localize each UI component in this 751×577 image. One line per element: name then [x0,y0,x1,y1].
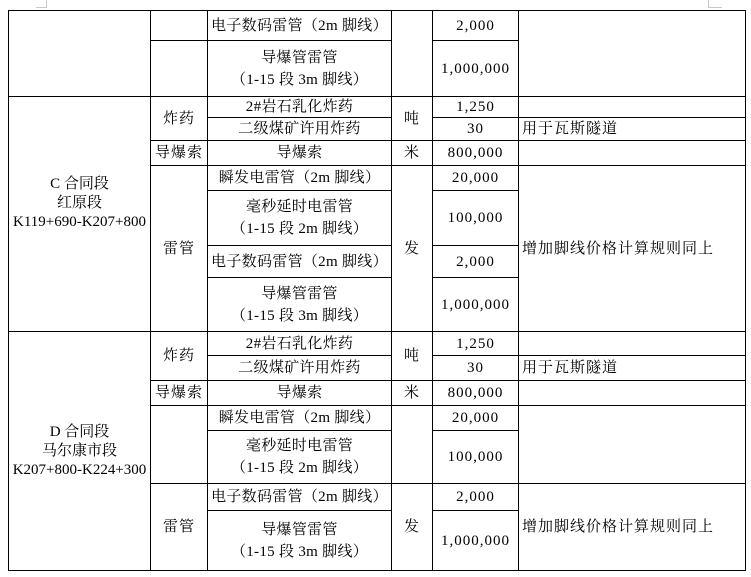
unit-cell: 吨 [392,332,433,381]
quantity-cell: 1,000,000 [433,41,519,97]
section-label-line: K119+690-K207+800 [12,213,147,230]
unit-cell [392,406,433,484]
quantity-cell: 20,000 [433,166,519,191]
category-cell [151,11,208,41]
unit-cell: 吨 [392,97,433,141]
remark-cell [519,141,746,166]
unit-cell: 米 [392,381,433,406]
quantity-cell: 30 [433,356,519,381]
quantity-cell: 1,250 [433,97,519,118]
quantity-cell: 1,000,000 [433,278,519,332]
item-name-cell: 2#岩石乳化炸药 [208,97,392,118]
item-name-cell: 瞬发电雷管（2m 脚线） [208,406,392,431]
section-label-line: C 合同段 [50,175,109,192]
category-cell: 雷管 [151,484,208,571]
item-name-line: 导爆管雷管 [261,49,338,66]
section-label-cell [9,11,151,97]
remark-cell: 增加脚线价格计算规则同上 [519,166,746,332]
quantity-cell: 800,000 [433,381,519,406]
remark-cell: 用于瓦斯隧道 [519,118,746,141]
category-cell [151,406,208,484]
quantity-cell: 100,000 [433,191,519,246]
item-name-line: 导爆管雷管 [261,521,338,538]
section-label-line: 马尔康市段 [41,442,117,459]
category-cell: 炸药 [151,332,208,381]
remark-cell [519,332,746,356]
quantity-cell: 100,000 [433,431,519,484]
item-name-cell: 导爆索 [208,381,392,406]
unit-cell: 发 [392,484,433,571]
quantity-cell: 1,250 [433,332,519,356]
remark-cell [519,406,746,484]
category-cell [151,41,208,97]
item-name-cell [208,278,392,332]
item-name-cell: 电子数码雷管（2m 脚线） [208,11,392,41]
item-name-line: 毫秒延时电雷管 [245,199,354,215]
item-name-cell: 导爆索 [208,141,392,166]
table-row [9,11,746,41]
section-label-line: K207+800-K224+300 [12,461,147,478]
remark-cell [519,97,746,118]
section-label-line: D 合同段 [49,423,110,440]
crop-mark [708,0,709,8]
item-name-line: 导爆管雷管 [261,285,338,302]
item-name-line: （1-15 段 2m 脚线） [230,221,369,237]
blasting-materials-table [8,10,746,571]
category-cell: 导爆索 [151,141,208,166]
crop-mark [36,7,46,8]
section-label-cell [9,332,151,571]
item-name-line: （1-15 段 3m 脚线） [230,307,369,324]
item-name-cell [208,41,392,97]
unit-cell: 发 [392,166,433,332]
remark-cell: 用于瓦斯隧道 [519,356,746,381]
item-name-cell [208,431,392,484]
remark-cell: 增加脚线价格计算规则同上 [519,484,746,571]
unit-cell: 米 [392,141,433,166]
unit-cell [392,11,433,97]
category-cell: 导爆索 [151,381,208,406]
item-name-cell: 2#岩石乳化炸药 [208,332,392,356]
remark-cell [519,381,746,406]
item-name-line: （1-15 段 2m 脚线） [230,460,369,476]
crop-mark [46,0,47,8]
item-name-line: （1-15 段 3m 脚线） [230,543,369,560]
item-name-cell: 二级煤矿许用炸药 [208,356,392,381]
item-name-cell [208,191,392,246]
item-name-line: 毫秒延时电雷管 [245,438,354,454]
item-name-cell [208,511,392,571]
item-name-cell: 电子数码雷管（2m 脚线） [208,246,392,278]
quantity-cell: 30 [433,118,519,141]
quantity-cell: 2,000 [433,11,519,41]
item-name-line: （1-15 段 3m 脚线） [230,71,369,88]
quantity-cell: 2,000 [433,246,519,278]
category-cell: 雷管 [151,166,208,332]
item-name-cell: 瞬发电雷管（2m 脚线） [208,166,392,191]
table-row [9,97,746,118]
remark-cell [519,11,746,97]
item-name-cell: 电子数码雷管（2m 脚线） [208,484,392,511]
quantity-cell: 2,000 [433,484,519,511]
item-name-cell: 二级煤矿许用炸药 [208,118,392,141]
section-label-line: 红原段 [56,194,102,211]
table-row [9,332,746,356]
quantity-cell: 1,000,000 [433,511,519,571]
category-cell: 炸药 [151,97,208,141]
quantity-cell: 20,000 [433,406,519,431]
crop-mark [708,7,722,8]
section-label-cell [9,97,151,332]
quantity-cell: 800,000 [433,141,519,166]
